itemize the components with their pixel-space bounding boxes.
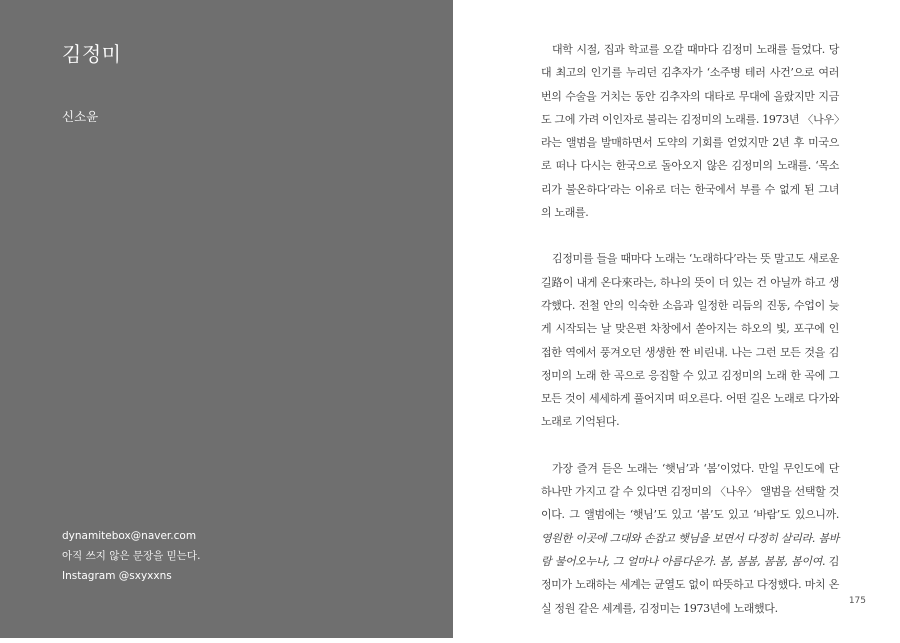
paragraph-1: 대학 시절, 집과 학교를 오갈 때마다 김정미 노래를 들었다. 당대 최고의 인기를 누리던 김추자가 ‘소주병 테러 사건’으로 여러 번의 수술을 거치는 동안 김추자의 대타로 무대에 올랐지만 지금도 그에 가려 이인자로 불리는 김정미의 노래를. 1973년 〈나우〉라는 앨범을 발매하면서 도약의 기회를 얻었지만 2년 후 미국으로 떠나 다시는 한국으로 돌아오지 않은 김정미의 노래를. ‘목소리가 불온하다’라는 이유로 더는 한국에서 부를 수 없게 된 그녀의 노래를. xyxy=(541,43,839,220)
author-instagram: Instagram @sxyxxns xyxy=(62,570,172,582)
author-tagline: 아직 쓰지 않은 문장을 믿는다. xyxy=(62,550,201,562)
paragraph-3 xyxy=(541,457,839,620)
page-title: 김정미 xyxy=(62,42,122,66)
left-panel xyxy=(0,0,453,638)
page-number: 175 xyxy=(848,596,866,606)
author-bio xyxy=(62,526,200,586)
right-page xyxy=(453,0,900,638)
lyrics-quote: 영원한 이곳에 그대와 손잡고 햇님을 보면서 다정히 살리라. 봄바람 불어오누나, 그 얼마나 아름다운가. 봄, 봄봄, 봄봄, 봄이여. xyxy=(541,531,839,568)
body-text xyxy=(541,38,839,643)
author-email: dynamitebox@naver.com xyxy=(62,530,197,542)
paragraph-2: 김정미를 들을 때마다 노래는 ‘노래하다’라는 뜻 말고도 새로운 길路이 내게 온다來라는, 하나의 뜻이 더 있는 건 아닐까 하고 생각했다. 전철 안의 익숙한 소음과 일정한 리듬의 진동, 수업이 늦게 시작되는 날 맞은편 차창에서 쏟아지는 하오의 빛, 포구에 인접한 역에서 풍겨오던 생생한 짠 비린내. 나는 그런 모든 것을 김정미의 노래 한 곡으로 응집할 수 있고 김정미의 노래 한 곡에 그 모든 것이 세세하게 풀어지며 떠오른다. 어떤 길은 노래로 다가와 노래로 기억된다. xyxy=(541,252,839,429)
paragraph-3-intro: 가장 즐겨 듣은 노래는 ‘햇님’과 ‘봄’이었다. 만일 무인도에 단 하나만 가지고 갈 수 있다면 김정미의 〈나우〉 앨범을 선택할 것이다. 그 앨범에는 ‘햇님’도 있고 ‘봄’도 있고 ‘바람’도 있으니까. xyxy=(541,461,839,522)
paragraph-3-outro: 김정미가 노래하는 세계는 균열도 없이 따뜻하고 다정했다. 마치 온실 정원 같은 세계를, 김정미는 1973년에 노래했다. xyxy=(541,554,839,615)
author-name: 신소윤 xyxy=(62,109,99,124)
